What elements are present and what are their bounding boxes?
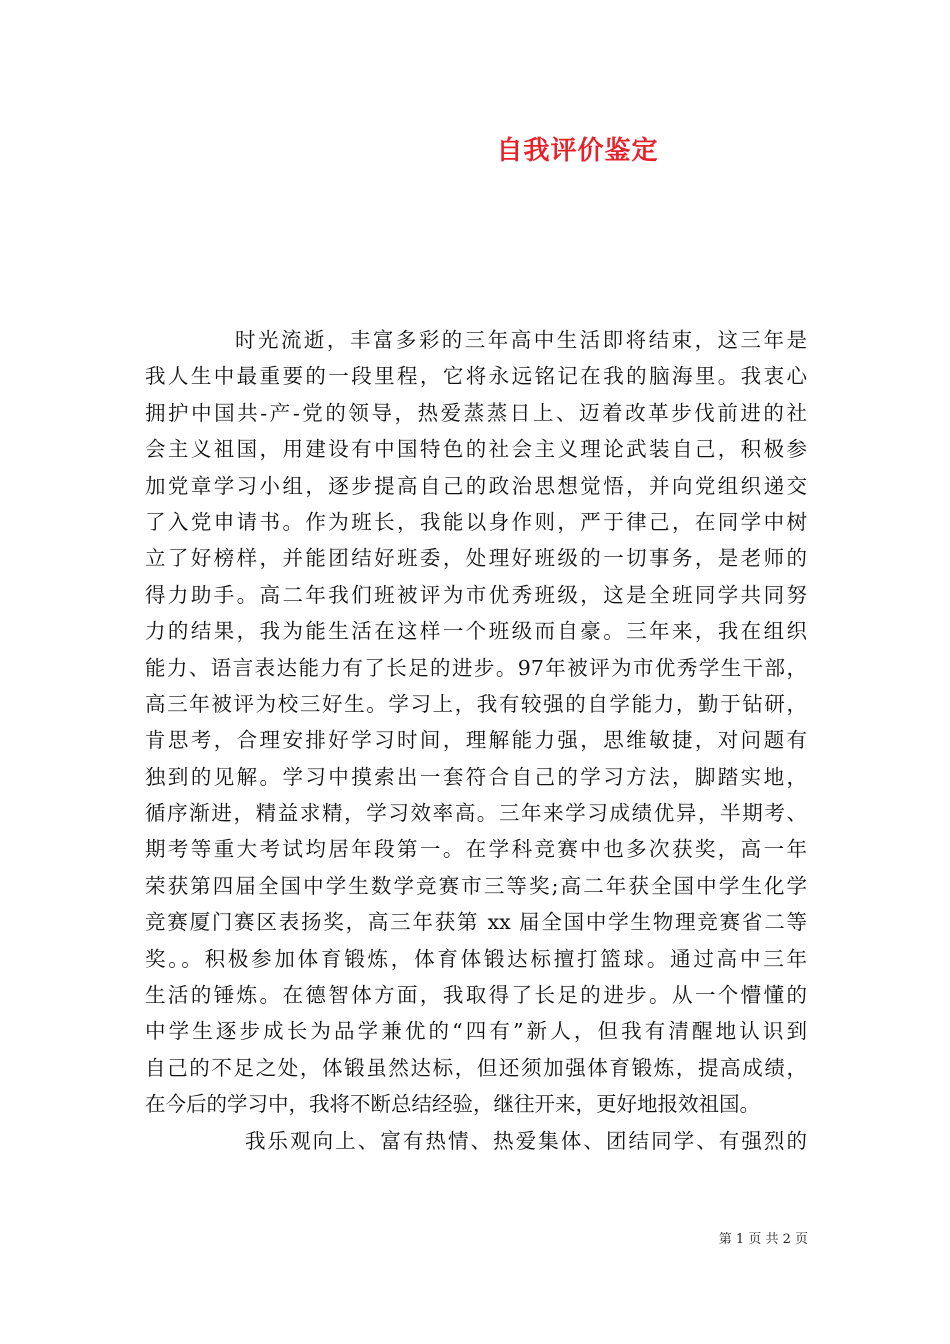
paragraph-line: 中学生逐步成长为品学兼优的“四有”新人，但我有清醒地认识到 [145,1019,807,1044]
paragraph-line: 期考等重大考试均居年段第一。在学科竞赛中也多次获奖，高一年 [145,837,807,862]
paragraph-line: 高三年被评为校三好生。学习上，我有较强的自学能力，勤于钻研， [145,691,807,716]
paragraph-line: 独到的见解。学习中摸索出一套符合自己的学习方法，脚踏实地， [145,764,807,789]
paragraph-line: 我人生中最重要的一段里程，它将永远铭记在我的脑海里。我衷心 [145,364,807,389]
paragraph-line: 我乐观向上、富有热情、热爱集体、团结同学、有强烈的 [245,1128,807,1153]
paragraph-line: 时光流逝，丰富多彩的三年高中生活即将结束，这三年是 [235,328,807,352]
paragraph-line: 了入党申请书。作为班长，我能以身作则，严于律己，在同学中树 [145,509,807,534]
paragraph-line: 力的结果，我为能生活在这样一个班级而自豪。三年来，我在组织 [145,619,807,644]
paragraph-line: 加党章学习小组，逐步提高自己的政治思想觉悟，并向党组织递交 [145,473,807,498]
document-body [145,322,807,1159]
page-number-footer: 第 1 页 共 2 页 [718,1232,808,1247]
paragraph-line: 生活的锤炼。在德智体方面，我取得了长足的进步。从一个懵懂的 [145,983,807,1008]
paragraph-line: 肯思考，合理安排好学习时间，理解能力强，思维敏捷，对问题有 [145,728,807,753]
paragraph-line: 拥护中国共-产-党的领导，热爱蒸蒸日上、迈着改革步伐前进的社 [145,400,807,425]
paragraph-line: 循序渐进，精益求精，学习效率高。三年来学习成绩优异，半期考、 [145,801,807,826]
paragraph-line: 自己的不足之处，体锻虽然达标，但还须加强体育锻炼，提高成绩， [145,1055,807,1080]
paragraph-line: 荣获第四届全国中学生数学竞赛市三等奖;高二年获全国中学生化学 [145,873,807,898]
paragraph-line: 得力助手。高二年我们班被评为市优秀班级，这是全班同学共同努 [145,582,807,607]
document-title: 自我评价鉴定 [496,136,659,166]
paragraph-line: 立了好榜样，并能团结好班委，处理好班级的一切事务，是老师的 [145,546,807,571]
paragraph-line: 奖。。积极参加体育锻炼，体育体锻达标擅打篮球。通过高中三年 [145,946,807,971]
paragraph-line: 能力、语言表达能力有了长足的进步。97年被评为市优秀学生干部， [145,655,807,680]
paragraph-line: 在今后的学习中，我将不断总结经验，继往开来，更好地报效祖国。 [145,1092,760,1117]
paragraph-line: 会主义祖国，用建设有中国特色的社会主义理论武装自己，积极参 [145,437,807,462]
paragraph-line: 竞赛厦门赛区表扬奖，高三年获第 xx 届全国中学生物理竞赛省二等 [145,910,807,935]
